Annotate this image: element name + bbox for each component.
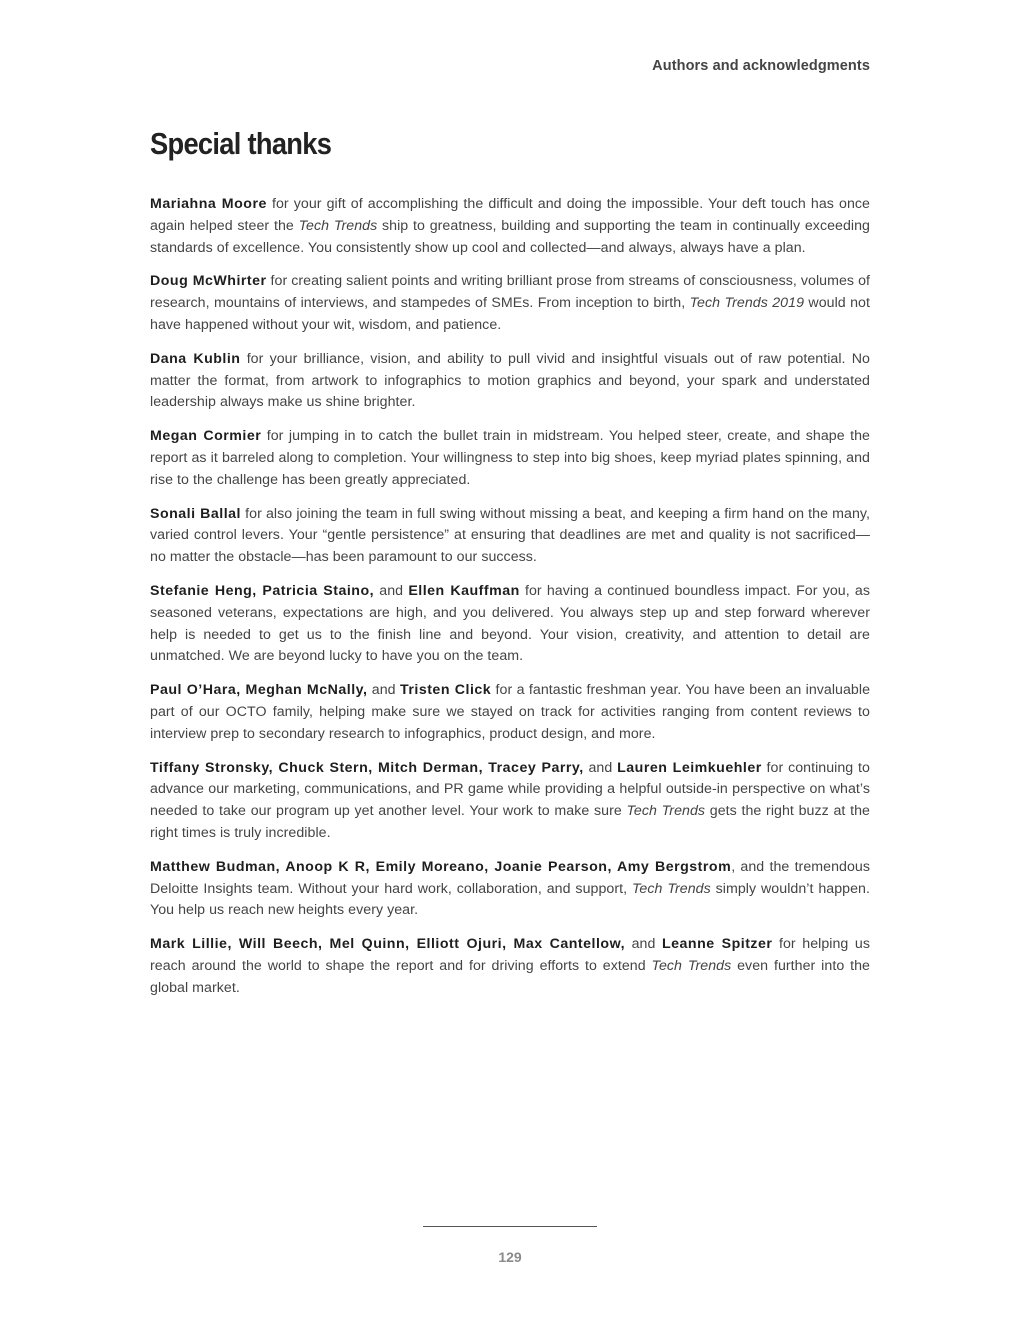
person-name: Lauren Leimkuehler <box>617 759 762 776</box>
publication-title: Tech Trends <box>626 803 706 820</box>
acknowledgment-paragraph <box>150 758 870 845</box>
paragraph-text: for a fantastic freshman year. You have been an invaluable part of our OCTO family, helping make sure we stayed on track for activities ranging from content reviews to interview prep to secondary research to infographics, product design, and more. <box>150 682 871 742</box>
acknowledgment-paragraph <box>150 680 870 745</box>
paragraph-text: for having a continued boundless impact. For you, as seasoned veterans, expectations are high, and you delivered. You always step up and step forward wherever help is needed to get us to the finish line and beyond. Your vision, creativity, and attention to detail are unmatched. We are beyond lucky to have you on the team. <box>150 582 870 665</box>
paragraph-text: for helping us reach around the world to shape the report and for driving efforts to extend <box>150 936 871 974</box>
publication-title: Tech Trends <box>651 957 732 974</box>
acknowledgment-paragraph <box>150 426 870 491</box>
person-names: Stefanie Heng, Patricia Staino, <box>150 582 375 599</box>
person-name: Megan Cormier <box>150 428 262 445</box>
publication-title: Tech Trends <box>298 217 378 234</box>
person-name: Leanne Spitzer <box>661 936 773 953</box>
paragraph-text: gets the right buzz at the right times is truly incredible. <box>150 803 870 841</box>
paragraph-text: ship to greatness, building and supporting the team in continually exceeding standards of excellence. You consistently show up cool and collected—and always, always have a plan. <box>150 217 870 256</box>
acknowledgment-paragraph <box>150 857 870 922</box>
paragraph-text: for continuing to advance our marketing, communications, and PR game while providing a helpful outside-in perspective on what’s needed to take our program up yet another level. Your work to make sure <box>150 759 870 820</box>
person-name: Tristen Click <box>399 682 492 699</box>
acknowledgments-body <box>150 194 870 1012</box>
paragraph-text: for your brilliance, vision, and ability to pull vivid and insightful visuals out of raw potential. No matter the format, from artwork to infographics to motion graphics and beyond, your spark and understated leadership always make us shine brighter. <box>150 350 870 411</box>
paragraph-text: for your gift of accomplishing the difficult and doing the impossible. Your deft touch has once again helped steer the <box>150 196 870 234</box>
acknowledgment-paragraph <box>150 349 870 414</box>
paragraph-text: , and the tremendous Deloitte Insights team. Without your hard work, collaboration, and support, <box>150 858 870 897</box>
footer-divider <box>423 1226 597 1227</box>
paragraph-text: and <box>625 936 662 953</box>
page-title: Special thanks <box>150 126 332 161</box>
page-number: 129 <box>498 1249 522 1265</box>
person-names: Matthew Budman, Anoop K R, Emily Moreano, Joanie Pearson, Amy Bergstrom <box>150 858 732 875</box>
acknowledgment-paragraph <box>150 504 870 569</box>
paragraph-text: and <box>374 582 409 599</box>
person-names: Tiffany Stronsky, Chuck Stern, Mitch Derman, Tracey Parry, <box>150 759 584 776</box>
person-name: Ellen Kauffman <box>408 582 520 599</box>
publication-title: Tech Trends 2019 <box>689 295 805 312</box>
paragraph-text: would not have happened without your wit, wisdom, and patience. <box>150 295 870 333</box>
running-header: Authors and acknowledgments <box>652 58 870 74</box>
person-name: Sonali Ballal <box>150 505 242 522</box>
acknowledgment-paragraph <box>150 934 870 999</box>
paragraph-text: for also joining the team in full swing without missing a beat, and keeping a firm hand on the many, varied control levers. Your “gentle persistence” at ensuring that deadlines are met and quality is not sacrificed—no matter the obstacle—has been paramount to our success. <box>150 505 870 566</box>
paragraph-text: for jumping in to catch the bullet train in midstream. You helped steer, create, and shape the report as it barreled along to completion. Your willingness to step into big shoes, keep myriad plates spinning, and rise to the challenge has been greatly appreciated. <box>150 428 871 488</box>
person-names: Paul O’Hara, Meghan McNally, <box>150 682 368 699</box>
paragraph-text: even further into the global market. <box>150 957 870 996</box>
acknowledgment-paragraph <box>150 271 870 336</box>
publication-title: Tech Trends <box>632 880 711 897</box>
acknowledgment-paragraph <box>150 581 870 668</box>
person-names: Mark Lillie, Will Beech, Mel Quinn, Elliott Ojuri, Max Cantellow, <box>150 936 626 953</box>
person-name: Mariahna Moore <box>150 196 267 212</box>
paragraph-text: simply wouldn’t happen. You help us reach new heights every year. <box>150 880 870 919</box>
paragraph-text: for creating salient points and writing brilliant prose from streams of consciousness, volumes of research, mountains of interviews, and stampedes of SMEs. From inception to birth, <box>150 273 870 312</box>
acknowledgment-paragraph <box>150 194 870 259</box>
person-name: Doug McWhirter <box>150 273 267 290</box>
paragraph-text: and <box>583 759 618 776</box>
paragraph-text: and <box>367 682 400 699</box>
person-name: Dana Kublin <box>150 350 241 367</box>
